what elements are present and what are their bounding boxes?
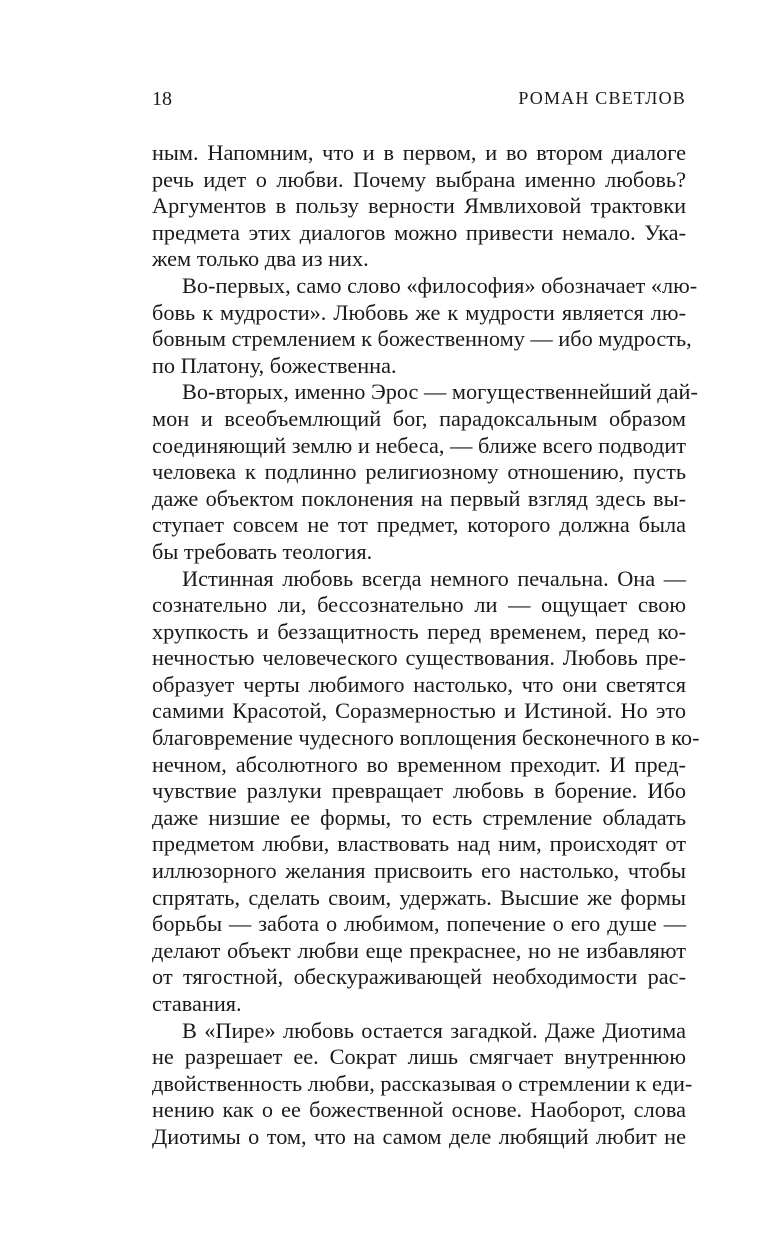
text-line: Диотимы о том, что на самом деле любящий любит не — [152, 1123, 686, 1149]
page-number: 18 — [152, 88, 172, 110]
text-line: жем только два из них. — [152, 246, 369, 272]
text-line: даже низшие ее формы, то есть стремление обладать — [152, 804, 686, 830]
text-line: мон и всеобъемлющий бог, парадоксальным образом — [152, 405, 686, 431]
text-line: нению как о ее божественной основе. Наоборот, слова — [152, 1097, 686, 1123]
text-line: предмета этих диалогов можно привести немало. Ука- — [152, 219, 686, 245]
text-line: ным. Напомним, что и в первом, и во втором диалоге — [152, 140, 686, 165]
text-line: благовремение чудесного воплощения бесконечного в ко- — [152, 725, 700, 751]
text-line: борьбы — забота о любимом, попечение о его душе — — [152, 911, 686, 937]
text-line: спрятать, сделать своим, удержать. Высшие же формы — [152, 884, 686, 910]
text-line: по Платону, божественна. — [152, 352, 397, 378]
text-line: самими Красотой, Соразмерностью и Истиной. Но это — [152, 698, 686, 724]
text-line: Истинная любовь всегда немного печальна. Она — — [182, 565, 686, 591]
author-name: РОМАН СВЕТЛОВ — [518, 88, 686, 108]
text-line: не разрешает ее. Сократ лишь смягчает внутреннюю — [152, 1044, 686, 1070]
text-line: В «Пире» любовь остается загадкой. Даже Диотима — [182, 1017, 686, 1043]
text-line: двойственность любви, рассказывая о стремлении к еди- — [152, 1070, 693, 1096]
text-line: чувствие разлуки превращает любовь в борение. Ибо — [152, 778, 686, 804]
text-line: делают объект любви еще прекраснее, но не избавляют — [152, 937, 686, 963]
text-line: иллюзорного желания присвоить его настолько, чтобы — [152, 858, 686, 884]
text-line: ставания. — [152, 991, 242, 1016]
text-line: речь идет о любви. Почему выбрана именно любовь? — [152, 166, 686, 192]
text-line: от тягостной, обескураживающей необходимости рас- — [152, 964, 686, 990]
text-line: Аргументов в пользу верности Ямвлиховой трактовки — [152, 193, 686, 219]
text-line: сознательно ли, бессознательно ли — ощущает свою — [152, 592, 686, 618]
text-line: бы требовать теология. — [152, 538, 373, 564]
text-line: нечностью человеческого существования. Любовь пре- — [152, 645, 686, 671]
text-line: хрупкость и беззащитность перед временем, перед ко- — [152, 618, 686, 644]
text-line: ступает совсем не тот предмет, которого должна была — [152, 512, 686, 538]
text-line: соединяющий землю и небеса, — ближе всего подводит — [152, 432, 686, 458]
text-line: даже объектом поклонения на первый взгляд здесь вы- — [152, 485, 686, 511]
text-line: нечном, абсолютного во временном преходит. И пред- — [152, 751, 686, 777]
text-line: Во-первых, само слово «философия» обозначает «лю- — [182, 272, 698, 298]
text-line: бовным стремлением к божественному — ибо мудрость, — [152, 326, 692, 352]
text-line: образует черты любимого настолько, что они светятся — [152, 671, 686, 697]
text-line: Во-вторых, именно Эрос — могущественнейший дай- — [182, 379, 698, 405]
body-text — [152, 140, 700, 1151]
text-line: предметом любви, властвовать над ним, происходят от — [152, 831, 686, 857]
text-line: человека к подлинно религиозному отношению, пусть — [152, 459, 686, 485]
running-head — [152, 88, 686, 118]
text-line: бовь к мудрости». Любовь же к мудрости является лю- — [152, 299, 686, 325]
